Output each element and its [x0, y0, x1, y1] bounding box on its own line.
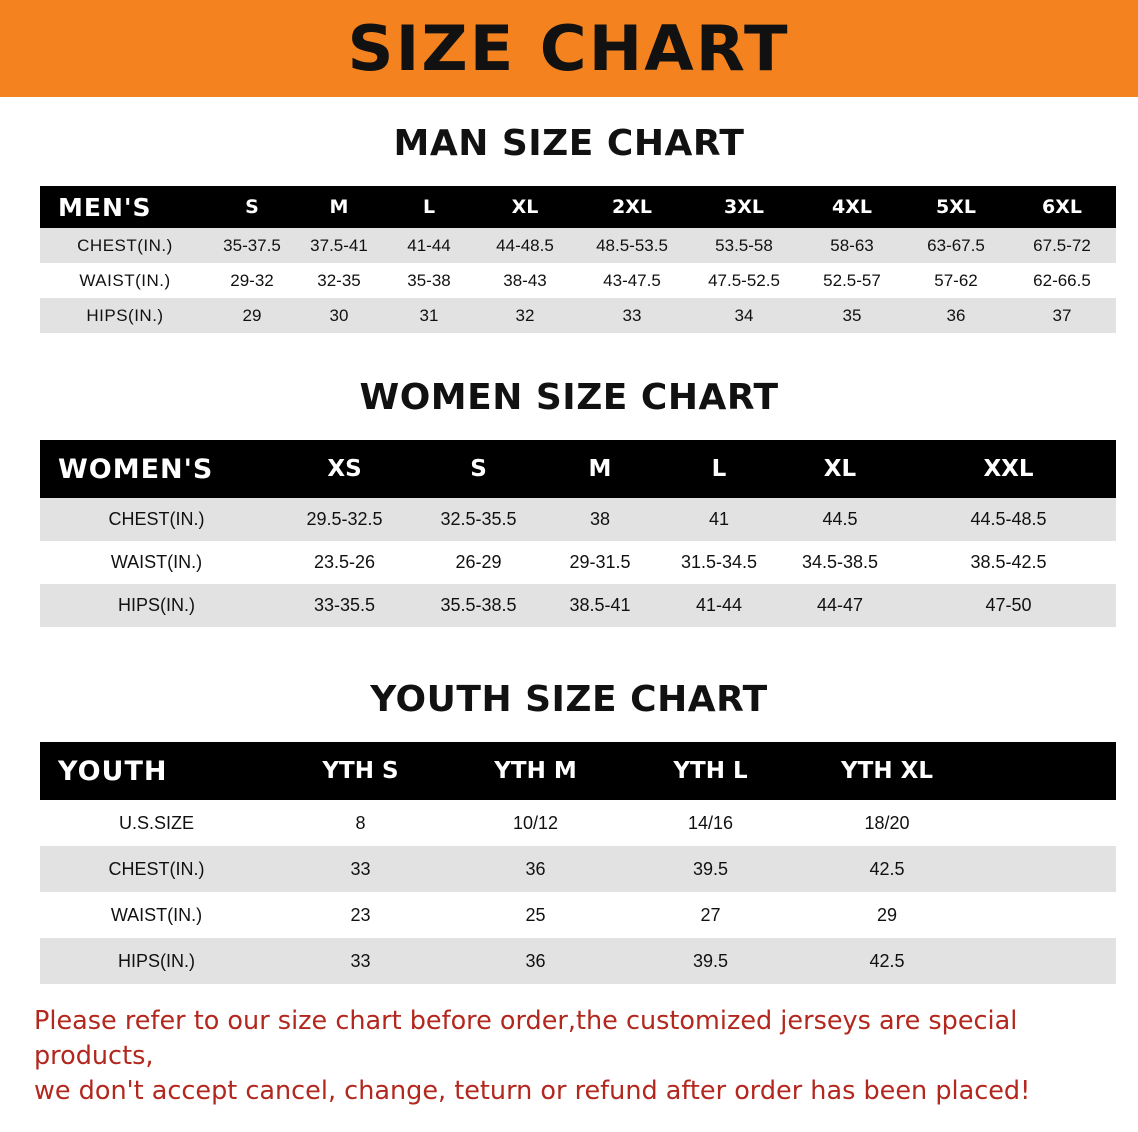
table-cell: 38-43: [503, 270, 547, 290]
column-header: S: [245, 196, 259, 218]
table-cell: 18/20: [864, 812, 910, 833]
table-cell: 36: [525, 858, 546, 879]
column-header: YTH L: [673, 758, 748, 784]
column-header: WOMEN'S: [58, 453, 214, 485]
policy-note-line-2: we don't accept cancel, change, teturn or refund after order has been placed!: [34, 1076, 1031, 1107]
table-cell: 30: [329, 305, 349, 325]
youth-size-table: [40, 742, 1116, 984]
table-cell: 39.5: [692, 950, 729, 971]
column-header: MEN'S: [58, 192, 152, 222]
row-label: U.S.SIZE: [118, 812, 194, 833]
table-cell: 41: [708, 509, 730, 529]
table-cell-spacer: [976, 800, 1116, 846]
table-cell: 33-35.5: [313, 595, 376, 615]
page-title: SIZE CHART: [347, 11, 791, 85]
column-header: XL: [511, 196, 539, 218]
table-row: [40, 800, 1116, 846]
man-section-heading: MAN SIZE CHART: [393, 123, 745, 164]
row-label: CHEST(IN.): [108, 858, 205, 879]
table-cell: 25: [525, 904, 546, 925]
table-cell: 26-29: [455, 552, 502, 572]
table-header-row: [40, 742, 1116, 800]
table-cell: 53.5-58: [715, 235, 773, 255]
table-cell: 44-48.5: [496, 235, 554, 255]
row-label: HIPS(IN.): [86, 305, 164, 325]
column-header: 6XL: [1042, 196, 1082, 218]
women-section-heading: WOMEN SIZE CHART: [359, 377, 779, 418]
table-cell: 37.5-41: [310, 235, 368, 255]
table-cell: 41-44: [695, 595, 743, 615]
table-cell: 63-67.5: [927, 235, 985, 255]
table-cell: 8: [355, 812, 366, 833]
table-cell: 44-47: [816, 595, 864, 615]
table-cell: 33: [350, 858, 371, 879]
row-label: WAIST(IN.): [110, 552, 203, 572]
table-cell: 47.5-52.5: [708, 270, 780, 290]
banner: [0, 0, 1138, 97]
column-header: YTH XL: [841, 758, 933, 784]
table-row: [40, 541, 1116, 584]
column-header: XXL: [983, 456, 1034, 482]
table-cell: 10/12: [512, 812, 559, 833]
column-header: M: [329, 196, 349, 218]
row-label: CHEST(IN.): [108, 509, 205, 529]
column-header: XS: [327, 456, 362, 482]
table-cell: 41-44: [407, 235, 451, 255]
women-table-wrap: [40, 440, 1098, 627]
table-cell: 23.5-26: [313, 552, 376, 572]
column-header: YTH M: [494, 758, 577, 784]
table-row: [40, 498, 1116, 541]
table-cell: 34: [734, 305, 754, 325]
table-cell: 42.5: [869, 950, 905, 971]
table-cell: 32.5-35.5: [440, 509, 517, 529]
table-cell: 36: [946, 305, 966, 325]
row-label: HIPS(IN.): [117, 950, 195, 971]
table-cell: 36: [525, 950, 546, 971]
column-header: L: [422, 196, 436, 218]
column-header: M: [588, 456, 612, 482]
table-cell: 31: [419, 305, 439, 325]
table-header-row: [40, 440, 1116, 498]
column-header: YTH S: [322, 758, 399, 784]
table-cell-spacer: [976, 846, 1116, 892]
table-cell: 44.5: [822, 509, 858, 529]
column-header: 3XL: [724, 196, 764, 218]
column-header: 2XL: [612, 196, 652, 218]
column-header: YOUTH: [58, 755, 168, 787]
row-label: CHEST(IN.): [77, 235, 173, 255]
table-cell: 32: [515, 305, 535, 325]
table-header-row: [40, 186, 1116, 228]
table-row: [40, 263, 1116, 298]
table-cell: 39.5: [692, 858, 729, 879]
table-cell: 47-50: [985, 595, 1032, 615]
table-cell: 29: [242, 305, 262, 325]
table-cell-spacer: [976, 938, 1116, 984]
table-cell: 29-32: [230, 270, 274, 290]
column-header: 4XL: [832, 196, 872, 218]
table-cell: 44.5-48.5: [970, 509, 1047, 529]
table-cell: 52.5-57: [823, 270, 881, 290]
table-cell: 14/16: [687, 812, 734, 833]
table-cell: 29: [876, 904, 898, 925]
table-row: [40, 228, 1116, 263]
table-cell: 33: [622, 305, 642, 325]
column-header: XL: [823, 456, 857, 482]
table-row: [40, 298, 1116, 333]
table-cell: 38.5-41: [569, 595, 631, 615]
table-row: [40, 846, 1116, 892]
table-cell: 35-38: [407, 270, 451, 290]
table-row: [40, 938, 1116, 984]
man-table-wrap: [40, 186, 1098, 333]
column-header-spacer: [976, 742, 1116, 800]
table-cell: 29-31.5: [569, 552, 631, 572]
column-header: S: [470, 456, 487, 482]
table-cell: 27: [700, 904, 721, 925]
table-cell: 48.5-53.5: [596, 235, 668, 255]
table-row: [40, 892, 1116, 938]
policy-note: [34, 1004, 1104, 1110]
table-cell: 38.5-42.5: [970, 552, 1047, 572]
table-cell: 29.5-32.5: [306, 509, 383, 529]
man-size-table: [40, 186, 1116, 333]
table-cell: 23: [350, 904, 371, 925]
youth-table-wrap: [40, 742, 1098, 984]
table-cell: 57-62: [934, 270, 978, 290]
column-header: 5XL: [936, 196, 976, 218]
table-cell: 43-47.5: [603, 270, 661, 290]
row-label: WAIST(IN.): [79, 270, 171, 290]
policy-note-line-1: Please refer to our size chart before order,the customized jerseys are special products,: [34, 1006, 1018, 1072]
table-cell: 38: [589, 509, 611, 529]
table-cell: 58-63: [830, 235, 874, 255]
row-label: HIPS(IN.): [117, 595, 195, 615]
women-size-table: [40, 440, 1116, 627]
table-cell: 33: [350, 950, 371, 971]
table-cell: 34.5-38.5: [801, 552, 879, 572]
table-cell: 42.5: [869, 858, 905, 879]
row-label: WAIST(IN.): [110, 904, 203, 925]
table-cell: 32-35: [317, 270, 361, 290]
youth-section-heading: YOUTH SIZE CHART: [370, 679, 768, 720]
table-cell: 67.5-72: [1033, 235, 1091, 255]
table-cell: 35.5-38.5: [440, 595, 517, 615]
column-header: L: [711, 456, 727, 482]
table-cell: 31.5-34.5: [680, 552, 758, 572]
table-cell: 62-66.5: [1033, 270, 1091, 290]
table-cell: 37: [1052, 305, 1072, 325]
table-cell: 35-37.5: [223, 235, 281, 255]
table-row: [40, 584, 1116, 627]
table-cell: 35: [842, 305, 862, 325]
table-cell-spacer: [976, 892, 1116, 938]
